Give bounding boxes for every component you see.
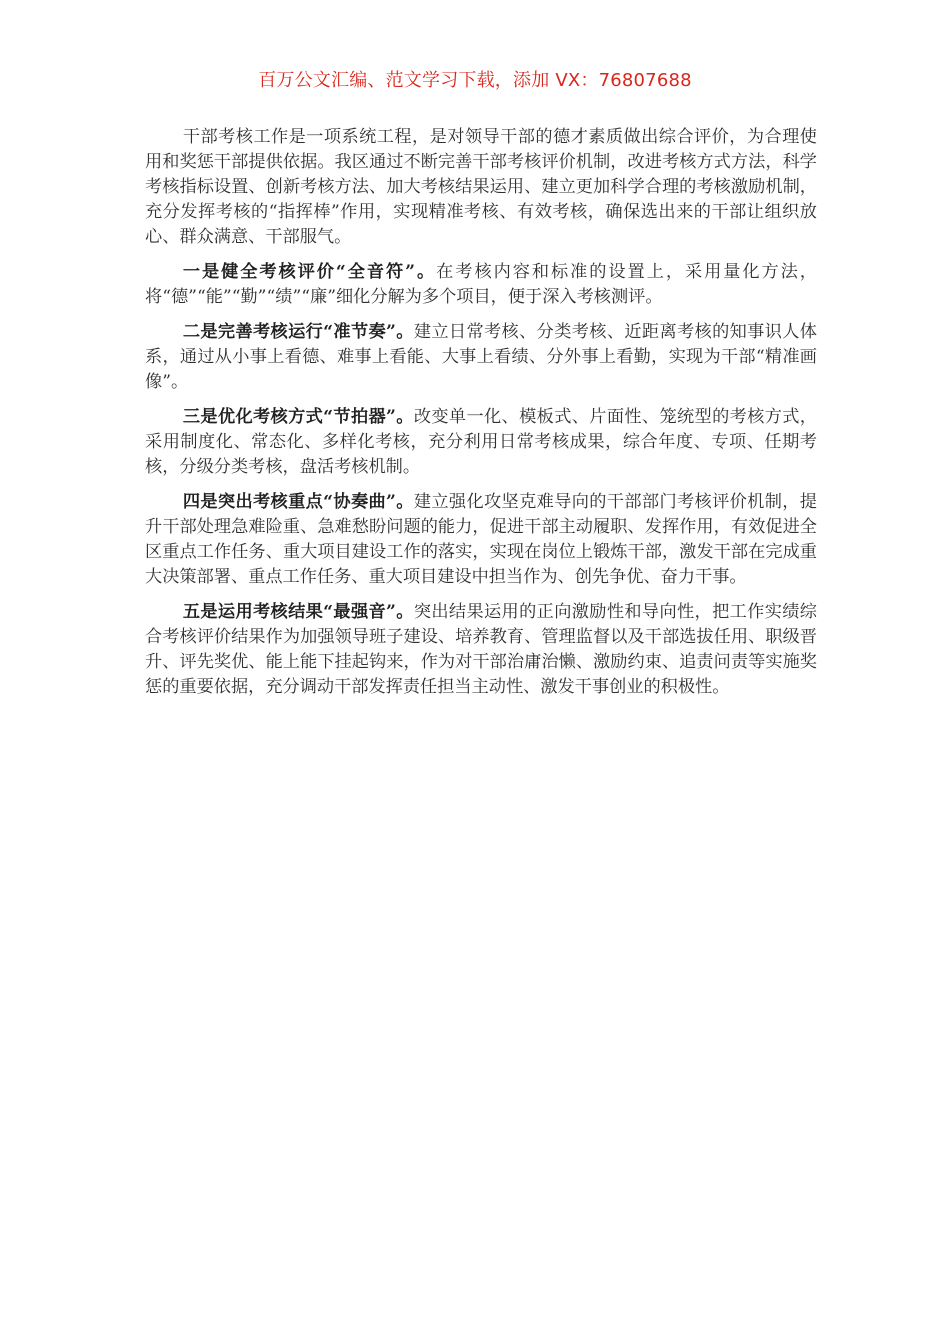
section-paragraph-5 [145, 600, 817, 700]
section-lead-4: 四是突出考核重点“协奏曲”。 [182, 492, 414, 512]
section-lead-3: 三是优化考核方式“节拍器”。 [182, 407, 414, 427]
section-paragraph-1 [145, 260, 817, 310]
section-body-5: 突出结果运用的正向激励性和导向性，把工作实绩综合考核评价结果作为加强领导班子建设、培养教育、管理监督以及干部选拔任用、职级晋升、评先奖优、能上能下挂起钩来，作为对干部治庸治懒、激励约束、追责问责等实施奖惩的重要依据，充分调动干部发挥责任担当主动性、激发干事创业的积极性。 [145, 602, 817, 697]
section-body-2: 建立日常考核、分类考核、近距离考核的知事识人体系，通过从小事上看德、难事上看能、大事上看绩、分外事上看勤，实现为干部“精准画像”。 [145, 322, 817, 392]
section-body-1: 在考核内容和标准的设置上，采用量化方法，将“德”“能”“勤”“绩”“廉”细化分解为多个项目，便于深入考核测评。 [145, 262, 817, 307]
section-body-4: 建立强化攻坚克难导向的干部部门考核评价机制，提升干部处理急难险重、急难愁盼问题的能力，促进干部主动履职、发挥作用，有效促进全区重点工作任务、重大项目建设工作的落实，实现在岗位上锻炼干部，激发干部在完成重大决策部署、重点工作任务、重大项目建设中担当作为、创先争优、奋力干事。 [145, 492, 817, 587]
intro-paragraph: 干部考核工作是一项系统工程，是对领导干部的德才素质做出综合评价，为合理使用和奖惩干部提供依据。我区通过不断完善干部考核评价机制，改进考核方式方法，科学考核指标设置、创新考核方法、加大考核结果运用、建立更加科学合理的考核激励机制，充分发挥考核的“指挥棒”作用，实现精准考核、有效考核，确保选出来的干部让组织放心、群众满意、干部服气。 [145, 127, 817, 247]
section-paragraph-3 [145, 405, 817, 480]
section-lead-2: 二是完善考核运行“准节奏”。 [182, 322, 414, 342]
section-body-3: 改变单一化、模板式、片面性、笼统型的考核方式，采用制度化、常态化、多样化考核，充分利用日常考核成果，综合年度、专项、任期考核，分级分类考核，盘活考核机制。 [145, 407, 817, 477]
section-lead-5: 五是运用考核结果“最强音”。 [182, 602, 414, 622]
section-paragraph-4 [145, 490, 817, 590]
document-body [145, 125, 817, 710]
promo-banner: 百万公文汇编、范文学习下载，添加 VX：76807688 [258, 70, 692, 91]
section-lead-1: 一是健全考核评价“全音符”。 [182, 262, 437, 282]
section-paragraph-2 [145, 320, 817, 395]
